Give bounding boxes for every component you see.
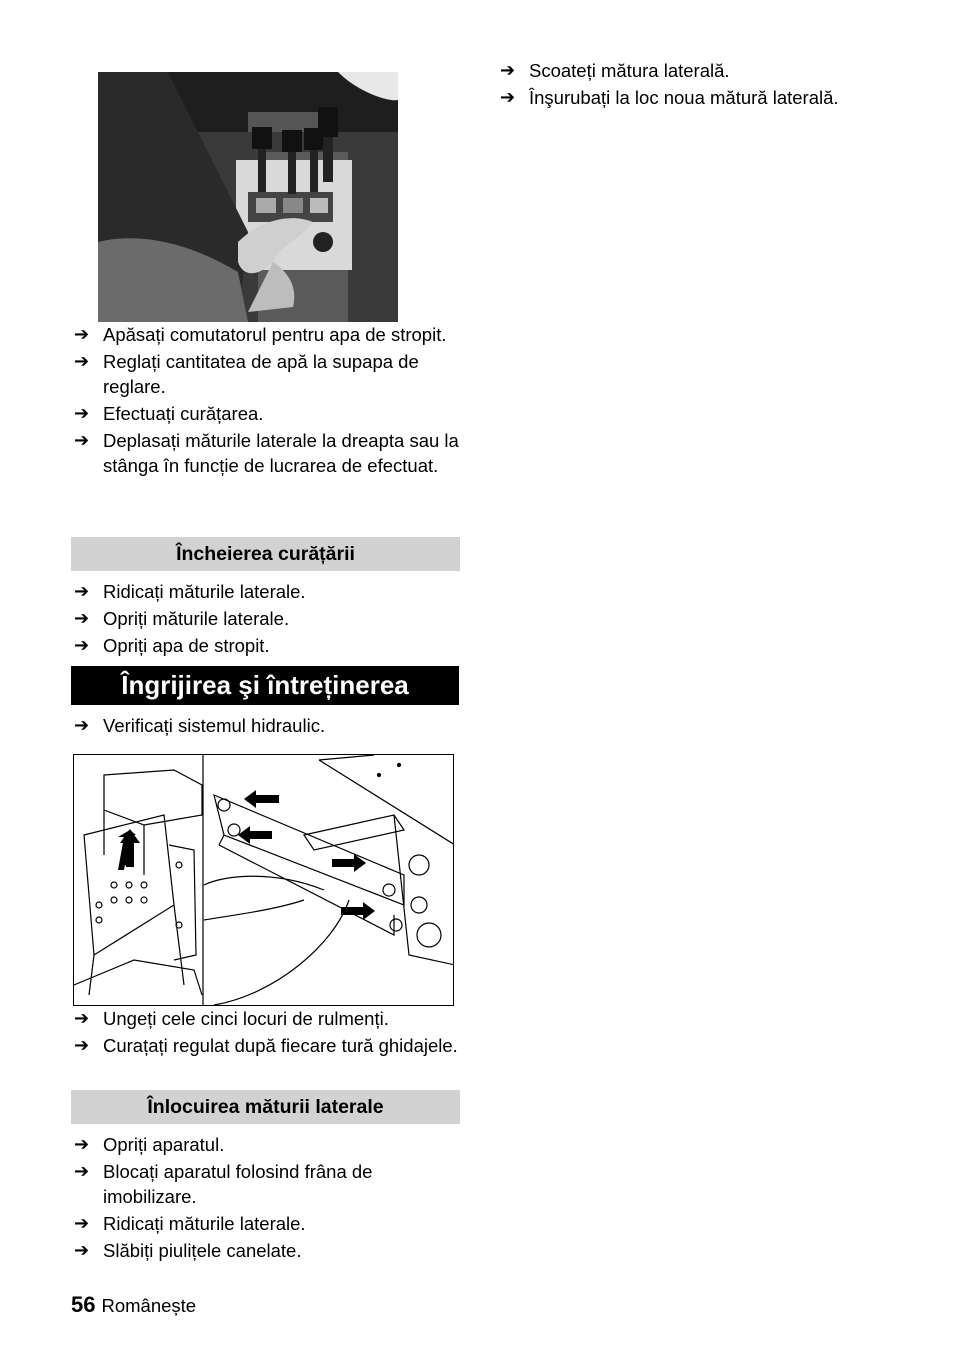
side-brush-mechanism-illustration — [74, 755, 454, 1006]
list-item: ➔ Ridicați măturile laterale. — [74, 1213, 306, 1234]
arrow-right-icon: ➔ — [500, 60, 516, 80]
control-panel-illustration — [98, 72, 398, 322]
list-item: ➔ Opriți măturile laterale. — [74, 608, 290, 629]
list-item: ➔ Ridicați măturile laterale. — [74, 581, 306, 602]
arrow-right-icon: ➔ — [74, 403, 90, 423]
page-footer — [71, 1292, 196, 1318]
control-panel-photo — [98, 72, 398, 322]
replace-brush-steps-list — [71, 1132, 460, 1265]
arrow-right-icon: ➔ — [74, 351, 90, 371]
arrow-right-icon: ➔ — [74, 715, 90, 735]
arrow-right-icon: ➔ — [74, 635, 90, 655]
end-cleaning-steps-list — [71, 579, 460, 660]
list-item: ➔ Deplasați măturile laterale la dreapta sau la stânga în funcție de lucrarea de efectuat. — [74, 430, 459, 476]
section-heading-end-cleaning: Încheierea curățării — [71, 537, 460, 571]
intro-steps-list — [71, 322, 460, 480]
arrow-right-icon: ➔ — [74, 1161, 90, 1181]
list-item: ➔ Scoateți mătura laterală. — [500, 60, 730, 81]
list-item: ➔ Blocați aparatul folosind frâna de imobilizare. — [74, 1161, 373, 1207]
list-item: ➔ Slăbiți piulițele canelate. — [74, 1240, 302, 1261]
list-item: ➔ Verificați sistemul hidraulic. — [74, 715, 326, 736]
arrow-right-icon: ➔ — [74, 430, 90, 450]
arrow-right-icon: ➔ — [74, 1240, 90, 1260]
language-label: Românește — [101, 1295, 197, 1316]
arrow-right-icon: ➔ — [74, 1035, 90, 1055]
arrow-right-icon: ➔ — [74, 581, 90, 601]
list-item: ➔ Înşurubați la loc noua mătură laterală. — [500, 87, 839, 108]
section-heading-care-maintenance: Îngrijirea şi întreținerea — [71, 666, 459, 705]
arrow-right-icon: ➔ — [74, 324, 90, 344]
list-item: ➔ Efectuați curățarea. — [74, 403, 264, 424]
list-item: ➔ Reglați cantitatea de apă la supapa de reglare. — [74, 351, 419, 397]
care-steps-list — [71, 713, 460, 740]
hydraulic-system-diagram — [73, 754, 454, 1006]
list-item: ➔ Apăsați comutatorul pentru apa de stropit. — [74, 324, 447, 345]
arrow-right-icon: ➔ — [74, 1008, 90, 1028]
list-item: ➔ Ungeți cele cinci locuri de rulmenți. — [74, 1008, 389, 1029]
page-number: 56 — [71, 1292, 96, 1317]
list-item: ➔ Opriți apa de stropit. — [74, 635, 270, 656]
right-column-steps-list — [497, 58, 897, 112]
list-item: ➔ Opriți aparatul. — [74, 1134, 225, 1155]
arrow-right-icon: ➔ — [500, 87, 516, 107]
arrow-right-icon: ➔ — [74, 1134, 90, 1154]
lubrication-steps-list — [71, 1006, 460, 1060]
section-heading-replace-brush: Înlocuirea măturii laterale — [71, 1090, 460, 1124]
arrow-right-icon: ➔ — [74, 608, 90, 628]
arrow-right-icon: ➔ — [74, 1213, 90, 1233]
list-item: ➔ Curațați regulat după fiecare tură ghidajele. — [74, 1035, 458, 1056]
